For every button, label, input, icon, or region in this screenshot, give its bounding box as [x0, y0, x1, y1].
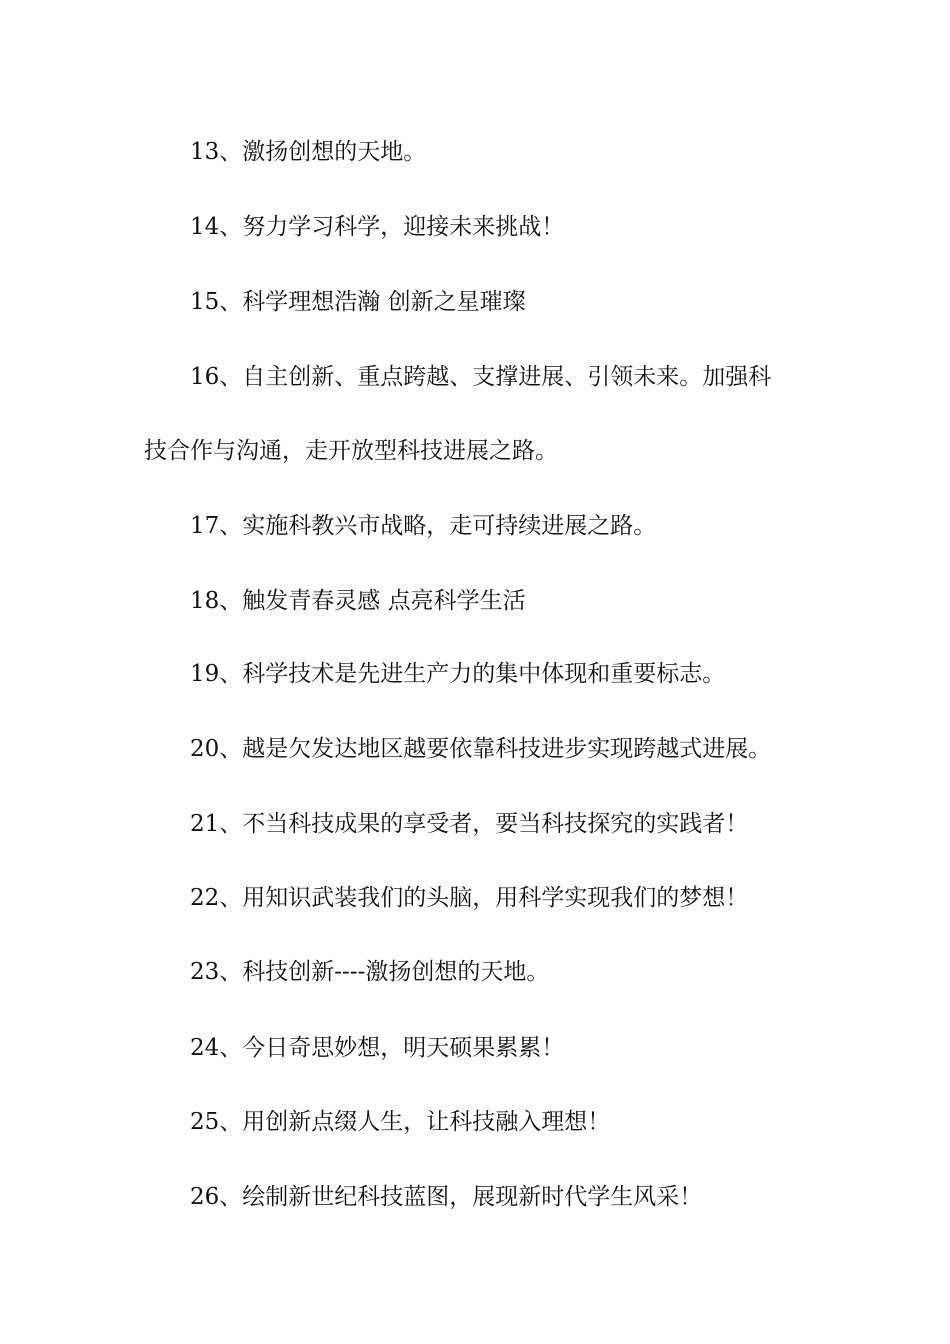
slogan-15: 15、科学理想浩瀚 创新之星璀璨 [190, 289, 526, 315]
slogan-17: 17、实施科教兴市战略，走可持续进展之路。 [190, 513, 657, 539]
slogan-26: 26、绘制新世纪科技蓝图，展现新时代学生风采！ [190, 1184, 703, 1210]
slogan-20: 20、越是欠发达地区越要依靠科技进步实现跨越式进展。 [190, 736, 772, 762]
slogan-24: 24、今日奇思妙想，明天硕果累累！ [190, 1035, 565, 1061]
slogan-18: 18、触发青春灵感 点亮科学生活 [190, 588, 526, 614]
slogan-22: 22、用知识武装我们的头脑，用科学实现我们的梦想！ [190, 885, 749, 911]
slogan-23: 23、科技创新----激扬创想的天地。 [190, 959, 550, 985]
slogan-21: 21、不当科技成果的享受者，要当科技探究的实践者！ [190, 811, 749, 837]
slogan-14: 14、努力学习科学，迎接未来挑战！ [190, 214, 565, 240]
slogan-19: 19、科学技术是先进生产力的集中体现和重要标志。 [190, 661, 726, 687]
slogan-16-line-1: 16、自主创新、重点跨越、支撑进展、引领未来。加强科 [190, 364, 772, 390]
slogan-16-line-2: 技合作与沟通，走开放型科技进展之路。 [144, 438, 558, 464]
slogan-25: 25、用创新点缀人生，让科技融入理想！ [190, 1109, 611, 1135]
slogan-13: 13、激扬创想的天地。 [190, 139, 427, 165]
